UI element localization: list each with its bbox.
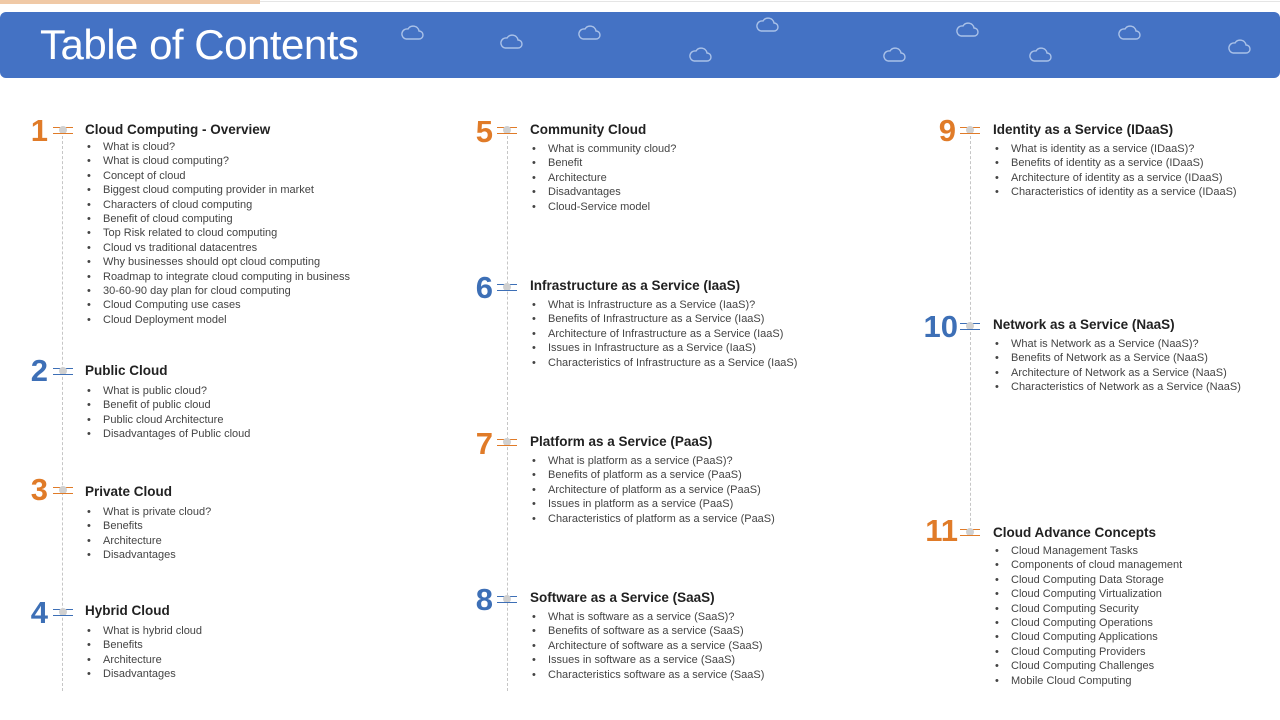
list-item: • Benefits of platform as a service (PaaS) <box>530 468 775 482</box>
list-item: • What is identity as a service (IDaaS)? <box>993 142 1237 156</box>
section-items <box>530 142 676 214</box>
list-item: • Characteristics of identity as a service (IDaaS) <box>993 185 1237 199</box>
section-marker <box>497 126 517 134</box>
list-item: • Cloud Computing Applications <box>993 630 1182 644</box>
page-title: Table of Contents <box>40 21 359 68</box>
section-title: Platform as a Service (PaaS) <box>530 434 713 449</box>
list-item: • Architecture of identity as a service (IDaaS) <box>993 171 1237 185</box>
section-title: Cloud Advance Concepts <box>993 525 1157 540</box>
section-items <box>85 505 211 563</box>
section-items <box>85 384 250 442</box>
section-number: 8 <box>475 582 493 617</box>
list-item: • Why businesses should opt cloud computing <box>85 255 350 269</box>
list-item: • Architecture <box>530 171 676 185</box>
section-number: 9 <box>938 113 956 148</box>
list-item: • Cloud vs traditional datacentres <box>85 241 350 255</box>
section-title: Community Cloud <box>530 122 647 137</box>
section-title: Infrastructure as a Service (IaaS) <box>530 278 741 293</box>
list-item: • Disadvantages <box>85 667 202 681</box>
list-item: • Biggest cloud computing provider in market <box>85 183 350 197</box>
cloud-icon <box>955 22 979 38</box>
section-number: 1 <box>30 113 48 148</box>
list-item: • Architecture of software as a service (SaaS) <box>530 639 764 653</box>
section-items <box>530 454 775 526</box>
section-marker <box>53 608 73 616</box>
cloud-icon <box>1028 47 1052 63</box>
list-item: • Characteristics of Infrastructure as a Service (IaaS) <box>530 356 797 370</box>
section-number: 3 <box>30 472 48 507</box>
list-item: • Issues in Infrastructure as a Service (IaaS) <box>530 341 797 355</box>
top-divider <box>260 1 1280 2</box>
list-item: • Architecture <box>85 653 202 667</box>
section-marker <box>497 438 517 446</box>
list-item: • Disadvantages <box>530 185 676 199</box>
cloud-icon <box>755 17 779 33</box>
section-number: 6 <box>475 270 493 305</box>
section-items <box>530 298 797 370</box>
list-item: • Benefits of Network as a Service (NaaS) <box>993 351 1241 365</box>
list-item: • Benefits of Infrastructure as a Service (IaaS) <box>530 312 797 326</box>
section-number: 11 <box>925 513 958 548</box>
list-item: • What is hybrid cloud <box>85 624 202 638</box>
list-item: • Cloud Computing Providers <box>993 645 1182 659</box>
section-title: Software as a Service (SaaS) <box>530 590 715 605</box>
list-item: • Architecture of Infrastructure as a Service (IaaS) <box>530 327 797 341</box>
list-item: • Top Risk related to cloud computing <box>85 226 350 240</box>
header-banner <box>0 12 1280 78</box>
list-item: • What is cloud? <box>85 140 350 154</box>
list-item: • Cloud-Service model <box>530 200 676 214</box>
list-item: • Concept of cloud <box>85 169 350 183</box>
section-title: Hybrid Cloud <box>85 603 170 618</box>
list-item: • What is private cloud? <box>85 505 211 519</box>
section-items <box>993 544 1182 688</box>
list-item: • Benefits <box>85 638 202 652</box>
section-number: 5 <box>475 114 493 149</box>
list-item: • Characters of cloud computing <box>85 198 350 212</box>
section-marker <box>53 126 73 134</box>
list-item: • What is software as a service (SaaS)? <box>530 610 764 624</box>
section-marker <box>53 486 73 494</box>
section-marker <box>960 528 980 536</box>
cloud-icon <box>577 25 601 41</box>
list-item: • Benefit <box>530 156 676 170</box>
section-items <box>85 140 350 327</box>
top-accent-bar <box>0 0 260 4</box>
list-item: • What is public cloud? <box>85 384 250 398</box>
section-title: Public Cloud <box>85 363 168 378</box>
section-number: 10 <box>923 309 958 344</box>
section-marker <box>960 126 980 134</box>
section-title: Cloud Computing - Overview <box>85 122 271 137</box>
section-marker <box>497 595 517 603</box>
section-number: 2 <box>30 353 48 388</box>
list-item: • Cloud Deployment model <box>85 313 350 327</box>
list-item: • Cloud Computing Challenges <box>993 659 1182 673</box>
list-item: • What is Infrastructure as a Service (IaaS)? <box>530 298 797 312</box>
cloud-icon <box>1117 25 1141 41</box>
list-item: • Benefit of cloud computing <box>85 212 350 226</box>
list-item: • What is cloud computing? <box>85 154 350 168</box>
list-item: • Benefits of software as a service (SaaS) <box>530 624 764 638</box>
list-item: • Characteristics of platform as a service (PaaS) <box>530 512 775 526</box>
list-item: • Issues in software as a service (SaaS) <box>530 653 764 667</box>
section-title: Private Cloud <box>85 484 173 499</box>
section-number: 4 <box>30 595 48 630</box>
list-item: • Cloud Computing use cases <box>85 298 350 312</box>
list-item: • Characteristics software as a service (SaaS) <box>530 668 764 682</box>
list-item: • 30-60-90 day plan for cloud computing <box>85 284 350 298</box>
list-item: • Benefit of public cloud <box>85 398 250 412</box>
list-item: • Cloud Computing Operations <box>993 616 1182 630</box>
section-number: 7 <box>475 426 493 461</box>
list-item: • Cloud Computing Virtualization <box>993 587 1182 601</box>
section-items <box>530 610 764 682</box>
list-item: • Disadvantages of Public cloud <box>85 427 250 441</box>
section-marker <box>960 322 980 330</box>
list-item: • What is community cloud? <box>530 142 676 156</box>
list-item: • Cloud Management Tasks <box>993 544 1182 558</box>
section-marker <box>497 283 517 291</box>
timeline-line <box>970 136 971 536</box>
list-item: • Issues in platform as a service (PaaS) <box>530 497 775 511</box>
list-item: • Roadmap to integrate cloud computing in business <box>85 270 350 284</box>
cloud-icon <box>688 47 712 63</box>
list-item: • Architecture of Network as a Service (NaaS) <box>993 366 1241 380</box>
list-item: • Characteristics of Network as a Service (NaaS) <box>993 380 1241 394</box>
cloud-icon <box>1227 39 1251 55</box>
section-marker <box>53 367 73 375</box>
section-title: Identity as a Service (IDaaS) <box>993 122 1174 137</box>
list-item: • What is platform as a service (PaaS)? <box>530 454 775 468</box>
list-item: • Benefits <box>85 519 211 533</box>
list-item: • Cloud Computing Data Storage <box>993 573 1182 587</box>
list-item: • What is Network as a Service (NaaS)? <box>993 337 1241 351</box>
list-item: • Architecture <box>85 534 211 548</box>
section-items <box>993 337 1241 395</box>
cloud-icon <box>499 34 523 50</box>
section-items <box>993 142 1237 200</box>
list-item: • Disadvantages <box>85 548 211 562</box>
list-item: • Architecture of platform as a service (PaaS) <box>530 483 775 497</box>
list-item: • Benefits of identity as a service (IDaaS) <box>993 156 1237 170</box>
timeline-line <box>507 136 508 691</box>
section-items <box>85 624 202 682</box>
cloud-icon <box>400 25 424 41</box>
section-title: Network as a Service (NaaS) <box>993 317 1175 332</box>
list-item: • Cloud Computing Security <box>993 602 1182 616</box>
list-item: • Mobile Cloud Computing <box>993 674 1182 688</box>
list-item: • Components of cloud management <box>993 558 1182 572</box>
list-item: • Public cloud Architecture <box>85 413 250 427</box>
cloud-icon <box>882 47 906 63</box>
